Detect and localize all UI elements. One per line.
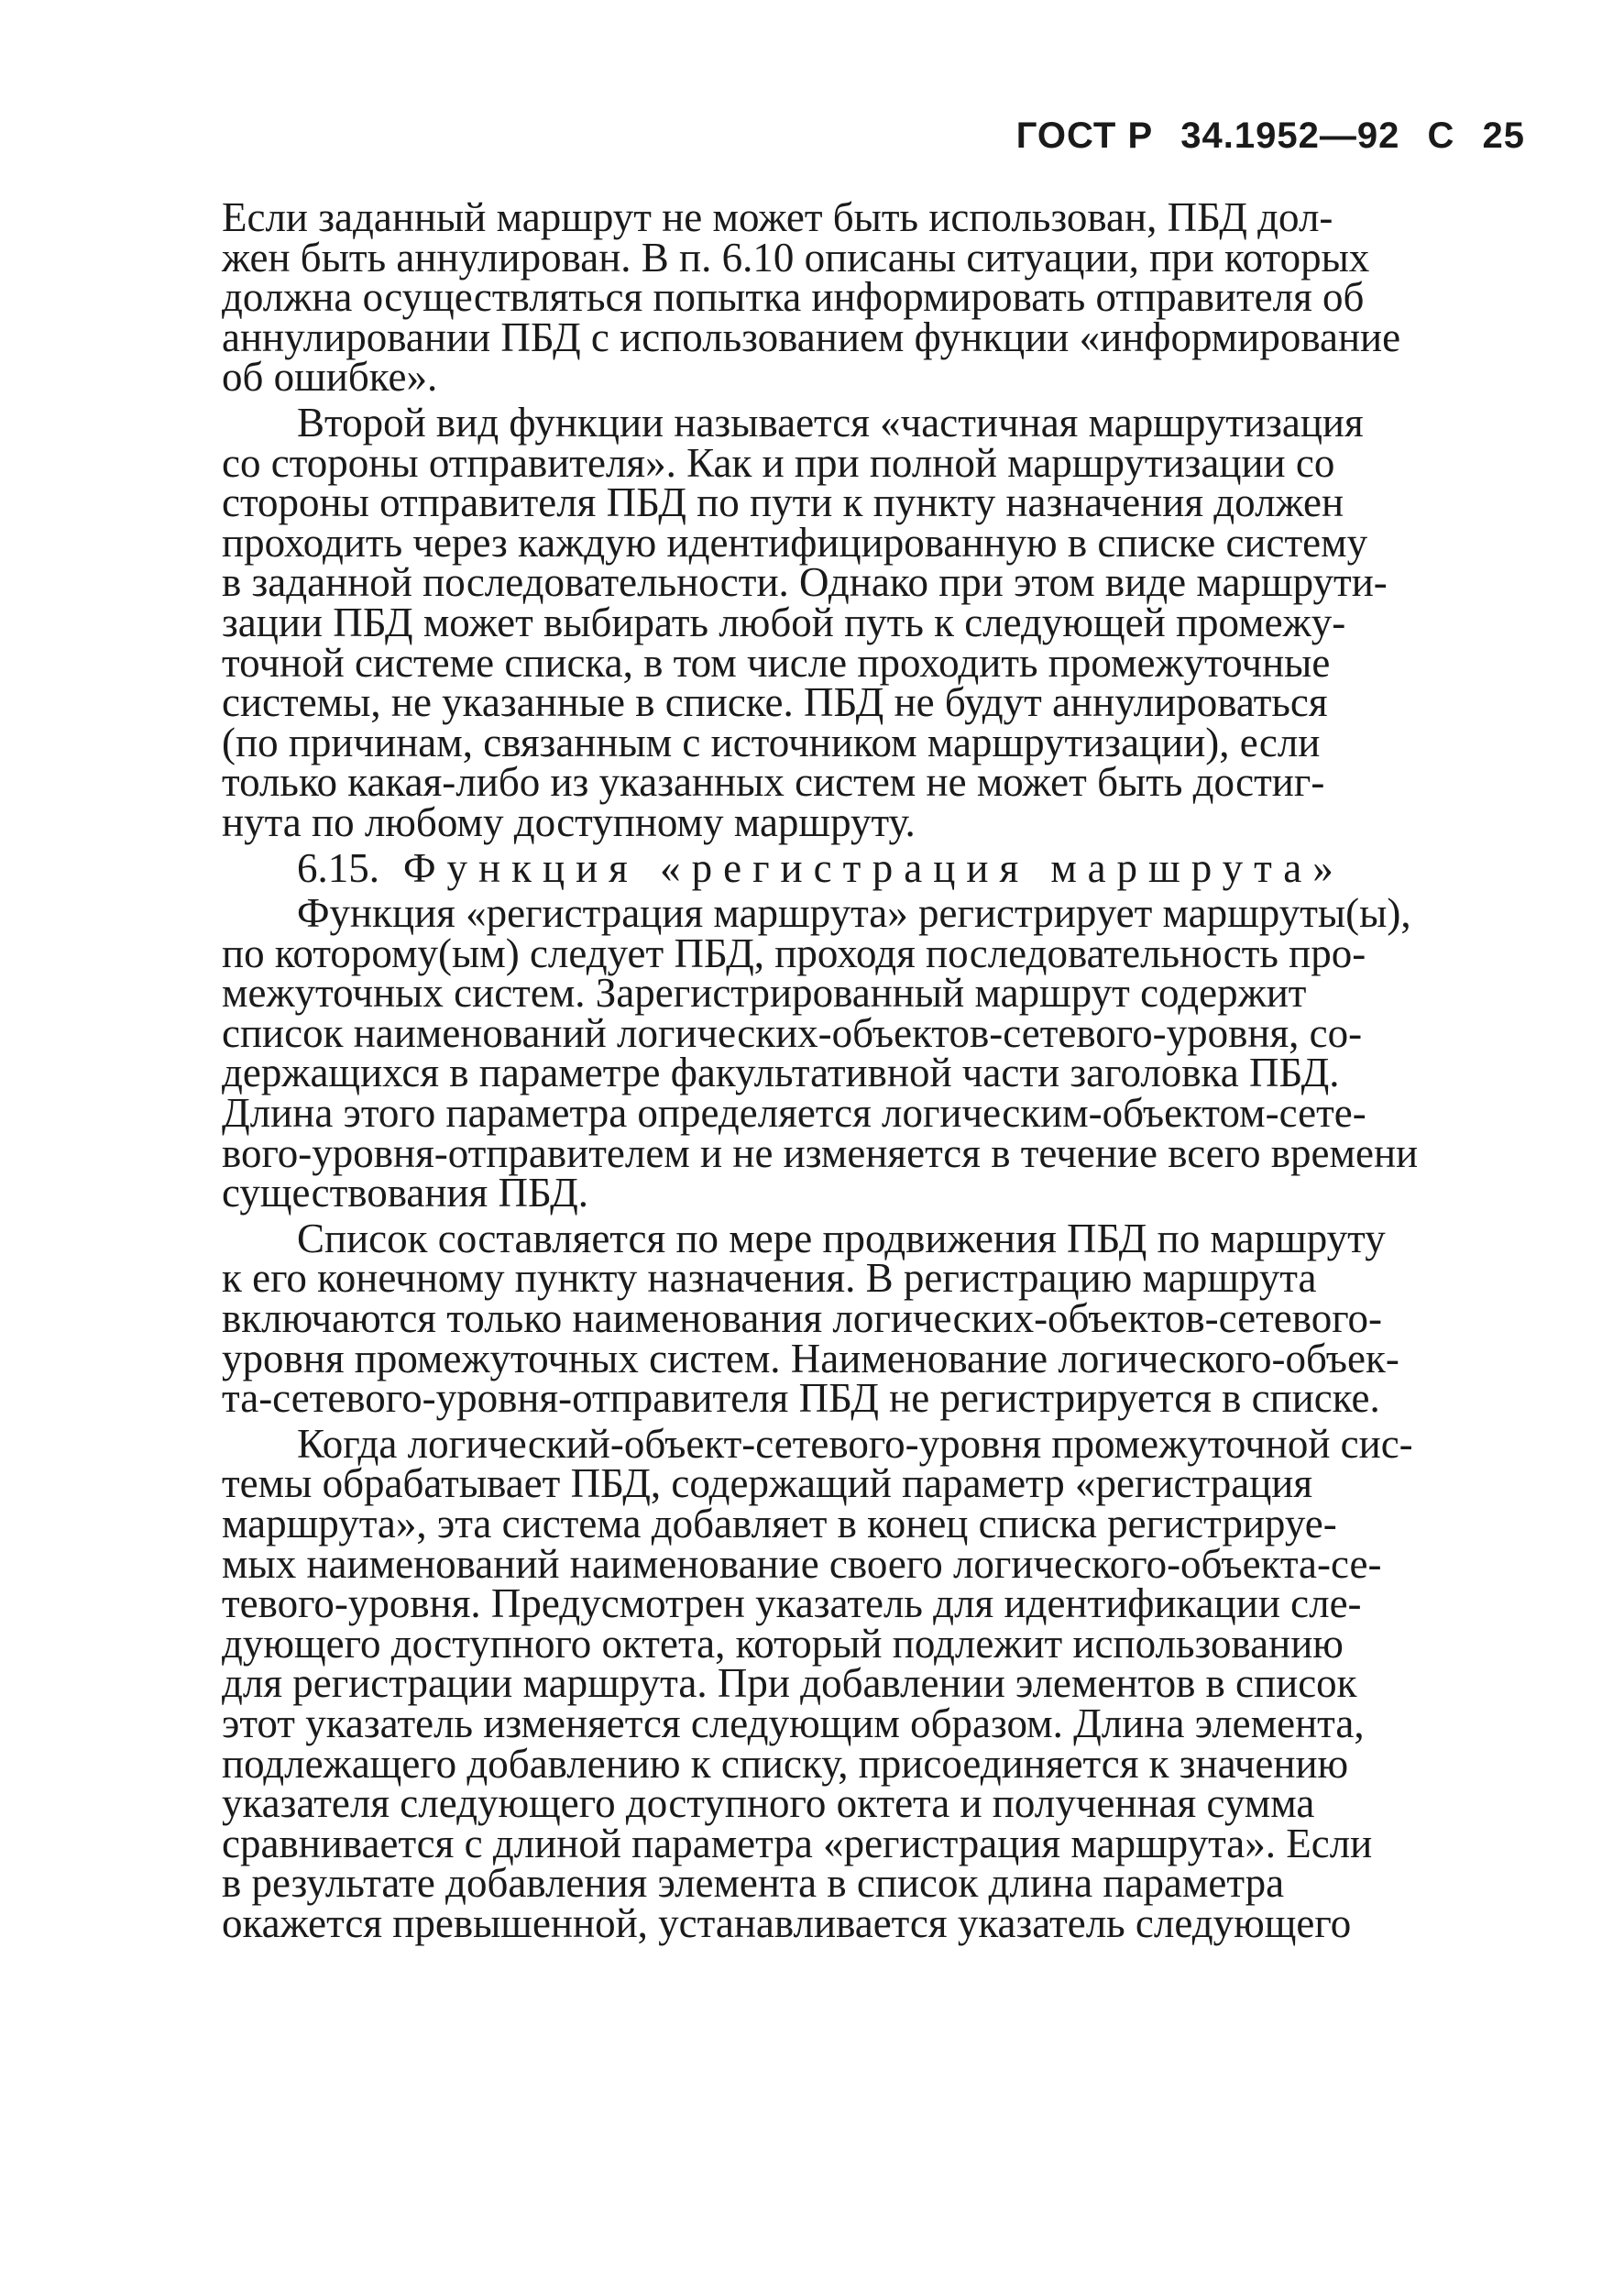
text-line: жен быть аннулирован. В п. 6.10 описаны ситуации, при которых <box>222 234 1370 281</box>
text-line: к его конечному пункту назначения. В регистрацию маршрута <box>222 1255 1317 1302</box>
paragraph <box>222 890 1505 1216</box>
text-line: Когда логический-объект-сетевого-уровня промежуточной сис- <box>297 1420 1413 1467</box>
text-line: со стороны отправителя». Как и при полной маршрутизации со <box>222 439 1335 486</box>
text-line: по которому(ым) следует ПБД, проходя последовательность про- <box>222 930 1366 976</box>
text-line: вого-уровня-отправителем и не изменяется в течение всего времени <box>222 1129 1419 1176</box>
text-line: проходить через каждую идентифицированную в списке систему <box>222 519 1368 566</box>
text-line: зации ПБД может выбирать любой путь к следующей промежу- <box>222 599 1346 645</box>
text-line: об ошибке». <box>222 354 438 401</box>
text-line: должна осуществляться попытка информировать отправителя об <box>222 274 1365 321</box>
text-line: Функция «регистрация маршрута» регистрирует маршруты(ы), <box>297 890 1411 937</box>
header-standard-number: 34.1952—92 <box>1180 116 1400 156</box>
text-line: сравнивается с длиной параметра «регистрация маршрута». Если <box>222 1820 1373 1866</box>
text-line: та-сетевого-уровня-отправителя ПБД не регистрируется в списке. <box>222 1375 1380 1422</box>
text-line: Список составляется по мере продвижения ПБД по маршруту <box>297 1215 1386 1261</box>
text-line: Второй вид функции называется «частичная маршрутизация <box>297 399 1364 446</box>
paragraphs-before-section <box>222 194 1505 845</box>
body-text <box>222 194 1505 1946</box>
text-line: (по причинам, связанным с источником маршрутизации), если <box>222 719 1321 765</box>
text-line: окажется превышенной, устанавливается указатель следующего <box>222 1899 1352 1946</box>
text-line: в заданной последовательности. Однако при этом виде маршрути- <box>222 559 1388 606</box>
text-line: аннулировании ПБД с использованием функции «информирование <box>222 314 1401 360</box>
text-line: включаются только наименования логических-объектов-сетевого- <box>222 1295 1383 1342</box>
section-title: Функция «регистрация маршрута» <box>403 844 1344 891</box>
header-page-prefix: С <box>1427 116 1455 156</box>
text-line: маршрута», эта система добавляет в конец списка регистрируе- <box>222 1501 1337 1546</box>
page-header <box>1016 116 1525 157</box>
paragraph <box>222 399 1505 845</box>
text-line: точной системе списка, в том числе проходить промежуточные <box>222 639 1331 686</box>
section-heading <box>222 844 1505 891</box>
text-line: межуточных систем. Зарегистрированный маршрут содержит <box>222 970 1307 1017</box>
text-line: указателя следующего доступного октета и полученная сумма <box>222 1780 1315 1827</box>
text-line: Если заданный маршрут не может быть использован, ПБД дол- <box>222 194 1333 240</box>
text-line: подлежащего добавлению к списку, присоединяется к значению <box>222 1740 1349 1787</box>
text-line: в результате добавления элемента в список длина параметра <box>222 1860 1285 1907</box>
text-line: существования ПБД. <box>222 1170 589 1216</box>
text-line: только какая-либо из указанных систем не может быть достиг- <box>222 759 1325 806</box>
paragraph <box>222 1420 1505 1946</box>
paragraph <box>222 194 1505 401</box>
paragraphs-after-section <box>222 890 1505 1946</box>
text-line: стороны отправителя ПБД по пути к пункту назначения должен <box>222 479 1344 526</box>
paragraph <box>222 1215 1505 1422</box>
header-standard: ГОСТ Р <box>1015 116 1154 156</box>
header-page-number: 25 <box>1482 116 1525 156</box>
text-line: нута по любому доступному маршруту. <box>222 798 916 845</box>
text-line: уровня промежуточных систем. Наименование логического-объек- <box>222 1335 1399 1381</box>
text-line: темы обрабатывает ПБД, содержащий параметр «регистрация <box>222 1460 1313 1507</box>
section-number: 6.15. <box>297 844 379 891</box>
text-line: для регистрации маршрута. При добавлении элементов в список <box>222 1660 1357 1707</box>
text-line: держащихся в параметре факультативной части заголовка ПБД. <box>222 1050 1340 1096</box>
text-line: этот указатель изменяется следующим образом. Длина элемента, <box>222 1700 1365 1746</box>
text-line: список наименований логических-объектов-сетевого-уровня, со- <box>222 1009 1363 1056</box>
text-line: дующего доступного октета, который подлежит использованию <box>222 1620 1344 1667</box>
text-line: Длина этого параметра определяется логическим-объектом-сете- <box>222 1090 1366 1137</box>
text-line: тевого-уровня. Предусмотрен указатель для идентификации сле- <box>222 1580 1362 1627</box>
text-line: системы, не указанные в списке. ПБД не будут аннулироваться <box>222 679 1328 726</box>
text-line: мых наименований наименование своего логического-объекта-се- <box>222 1540 1382 1587</box>
